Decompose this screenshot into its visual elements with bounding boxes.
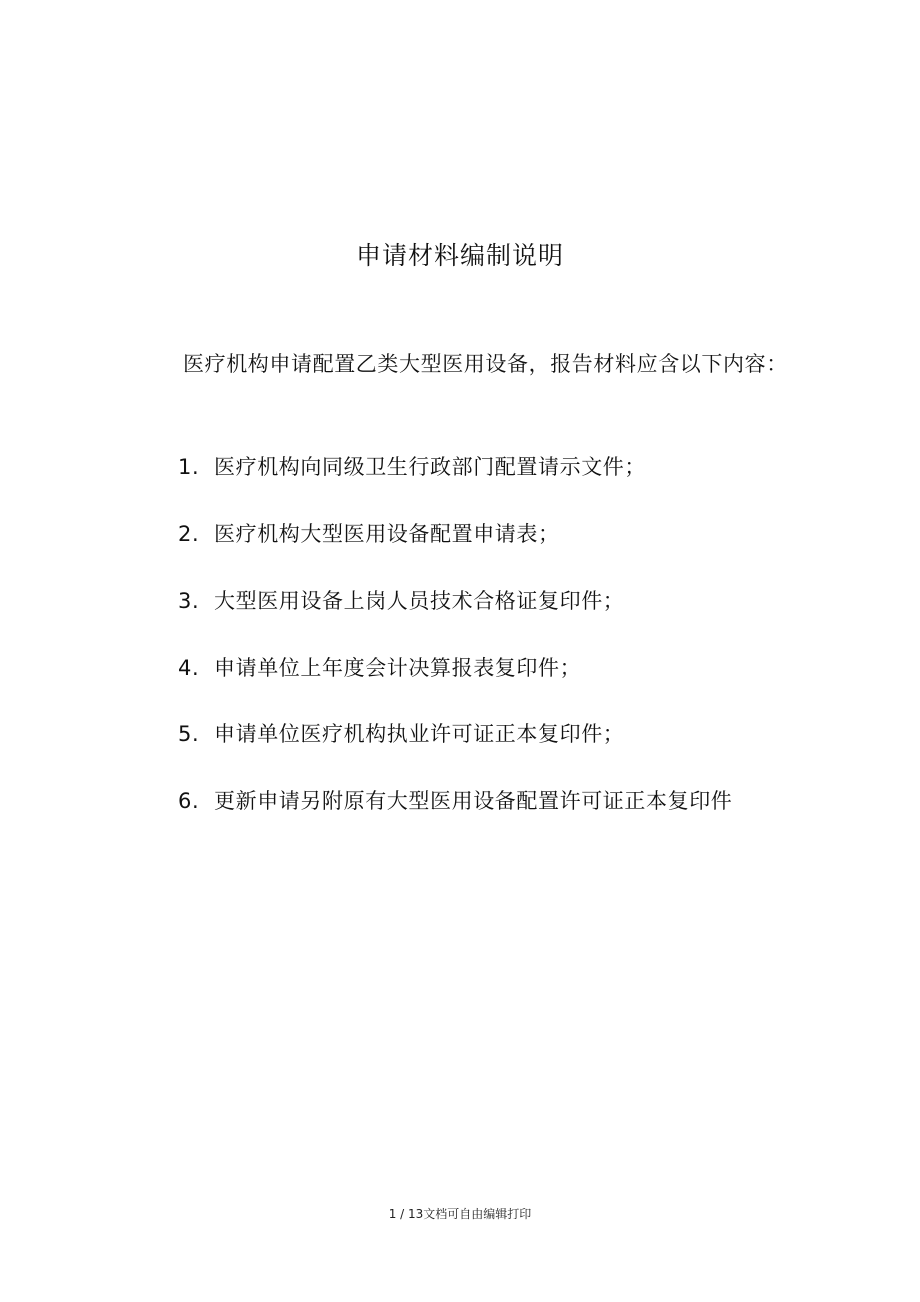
list-item-number: 6.	[178, 789, 200, 813]
list-item-text: 大型医用设备上岗人员技术合格证复印件；	[214, 589, 625, 613]
list-item-text: 医疗机构大型医用设备配置申请表；	[214, 522, 560, 546]
list-item	[178, 652, 581, 684]
intro-paragraph: 医疗机构申请配置乙类大型医用设备，报告材料应含以下内容：	[183, 352, 788, 376]
list-item-text: 医疗机构向同级卫生行政部门配置请示文件；	[214, 455, 646, 479]
list-item	[178, 585, 624, 617]
list-item	[178, 785, 732, 817]
list-item-text: 申请单位医疗机构执业许可证正本复印件；	[214, 722, 625, 746]
list-item	[178, 518, 560, 550]
list-item	[178, 718, 624, 750]
list-item	[178, 451, 646, 483]
list-item-number: 3.	[178, 589, 200, 613]
list-item-text: 更新申请另附原有大型医用设备配置许可证正本复印件	[214, 789, 733, 813]
page-footer: 1 / 13文档可自由编辑打印	[388, 1207, 532, 1221]
list-item-number: 1.	[178, 455, 200, 479]
list-item-number: 2.	[178, 522, 200, 546]
list-item-number: 5.	[178, 722, 200, 746]
list-item-number: 4.	[178, 656, 200, 680]
document-title: 申请材料编制说明	[355, 241, 564, 270]
list-item-text: 申请单位上年度会计决算报表复印件；	[214, 656, 582, 680]
